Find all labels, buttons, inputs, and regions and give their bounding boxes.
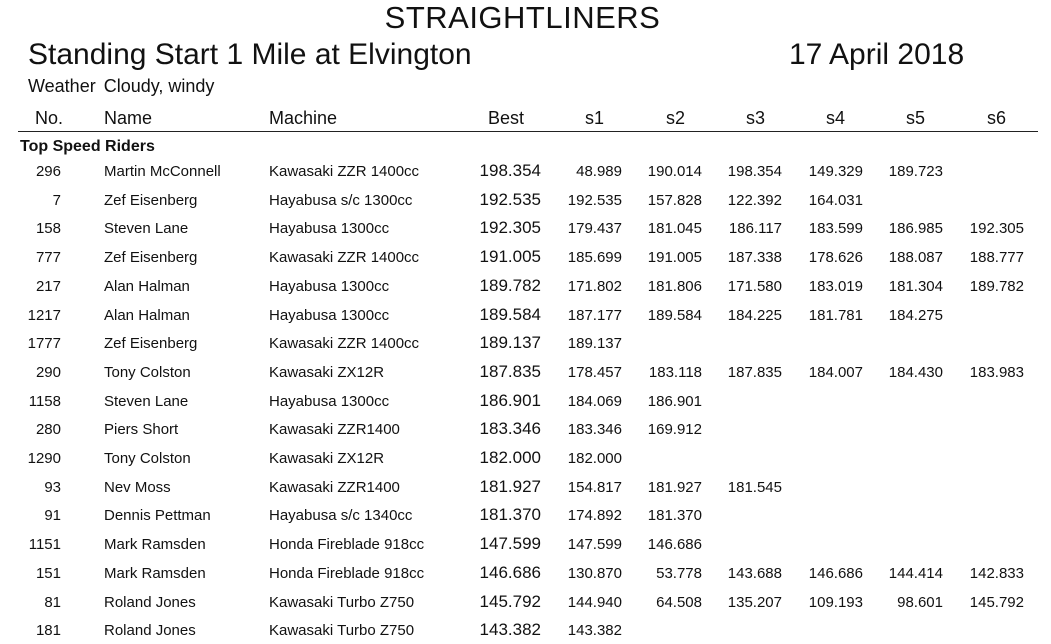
table-row xyxy=(0,157,1051,185)
cell-machine: Kawasaki ZZR 1400cc xyxy=(269,249,420,267)
cell-name: Mark Ramsden xyxy=(104,564,206,582)
section-title: Top Speed Riders xyxy=(20,138,155,155)
cell-machine: Hayabusa 1300cc xyxy=(269,277,390,295)
table-row xyxy=(0,501,1051,529)
cell-s5: 98.601 xyxy=(897,593,943,611)
cell-no: 280 xyxy=(35,421,61,439)
cell-s3: 198.354 xyxy=(727,163,782,180)
cell-machine: Hayabusa s/c 1340cc xyxy=(269,507,413,525)
cell-s1: 174.892 xyxy=(567,507,622,525)
cell-name: Zef Eisenberg xyxy=(104,249,198,267)
cell-best: 143.382 xyxy=(479,620,541,640)
cell-s3: 184.225 xyxy=(727,306,782,324)
table-row xyxy=(0,588,1051,616)
table-row xyxy=(0,186,1051,214)
table-row xyxy=(0,301,1051,329)
cell-s2: 169.912 xyxy=(647,421,702,439)
cell-no: 217 xyxy=(35,277,61,295)
cell-s2: 181.927 xyxy=(647,478,702,496)
cell-s1: 182.000 xyxy=(567,450,622,467)
cell-s3: 135.207 xyxy=(727,593,782,611)
table-row xyxy=(0,358,1051,386)
event-date: 17 April 2018 xyxy=(789,38,965,71)
cell-s4: 146.686 xyxy=(808,564,863,582)
cell-s1: 179.437 xyxy=(567,220,622,238)
cell-s5: 186.985 xyxy=(888,220,943,238)
cell-s2: 189.584 xyxy=(647,306,702,324)
table-row xyxy=(0,387,1051,415)
cell-s2: 146.686 xyxy=(647,536,702,554)
cell-machine: Kawasaki ZZR1400 xyxy=(269,478,400,496)
cell-no: 290 xyxy=(35,363,61,381)
cell-s4: 178.626 xyxy=(808,249,863,267)
cell-s5: 184.275 xyxy=(888,306,943,324)
table-row xyxy=(0,473,1051,501)
cell-name: Dennis Pettman xyxy=(104,507,211,525)
cell-s4: 149.329 xyxy=(808,163,863,180)
cell-name: Martin McConnell xyxy=(104,163,221,180)
column-header-s1: s1 xyxy=(584,108,604,128)
cell-s5: 188.087 xyxy=(888,249,943,267)
cell-s1: 154.817 xyxy=(567,478,622,496)
table-row xyxy=(0,214,1051,242)
cell-name: Piers Short xyxy=(104,421,179,439)
event-title: Standing Start 1 Mile at Elvington xyxy=(28,38,472,71)
weather-line xyxy=(28,76,214,97)
cell-s2: 181.045 xyxy=(647,220,702,238)
weather-value: Cloudy, windy xyxy=(103,76,215,96)
cell-machine: Hayabusa 1300cc xyxy=(269,392,390,410)
cell-no: 777 xyxy=(35,249,61,267)
column-header-name: Name xyxy=(104,108,153,128)
cell-s5: 144.414 xyxy=(888,564,943,582)
cell-s2: 191.005 xyxy=(647,249,702,267)
cell-best: 189.584 xyxy=(479,304,541,324)
cell-best: 182.000 xyxy=(479,448,541,467)
cell-machine: Kawasaki Turbo Z750 xyxy=(269,622,415,640)
cell-s3: 122.392 xyxy=(727,191,782,209)
cell-name: Mark Ramsden xyxy=(104,536,206,554)
cell-no: 158 xyxy=(35,220,61,238)
cell-s2: 64.508 xyxy=(656,593,702,611)
cell-s2: 181.806 xyxy=(647,277,702,295)
column-header-s5: s5 xyxy=(905,108,925,128)
cell-s4: 184.007 xyxy=(808,363,863,381)
cell-no: 296 xyxy=(35,163,61,180)
cell-s3: 187.338 xyxy=(727,249,782,267)
table-row xyxy=(0,272,1051,300)
table-row xyxy=(0,559,1051,587)
weather-label: Weather xyxy=(28,76,96,96)
cell-no: 1158 xyxy=(28,392,61,410)
cell-name: Steven Lane xyxy=(104,220,189,238)
cell-name: Roland Jones xyxy=(104,593,196,611)
cell-name: Alan Halman xyxy=(104,277,190,295)
table-row xyxy=(0,530,1051,558)
cell-best: 192.305 xyxy=(479,218,541,238)
cell-s2: 183.118 xyxy=(648,363,702,381)
cell-name: Zef Eisenberg xyxy=(104,191,198,209)
cell-s1: 130.870 xyxy=(567,564,622,582)
cell-s1: 171.802 xyxy=(567,277,622,295)
page-title: STRAIGHTLINERS xyxy=(384,0,661,35)
cell-s1: 178.457 xyxy=(567,363,622,381)
cell-machine: Hayabusa 1300cc xyxy=(269,306,390,324)
cell-s1: 189.137 xyxy=(567,335,622,353)
cell-name: Zef Eisenberg xyxy=(104,335,198,353)
cell-s1: 48.989 xyxy=(576,163,622,180)
cell-machine: Honda Fireblade 918cc xyxy=(269,536,425,554)
cell-no: 151 xyxy=(35,564,61,582)
cell-name: Tony Colston xyxy=(104,363,191,381)
cell-no: 7 xyxy=(52,191,61,209)
cell-s1: 144.940 xyxy=(567,593,622,611)
cell-machine: Hayabusa 1300cc xyxy=(269,220,390,238)
column-header-no: No. xyxy=(35,108,64,128)
cell-s2: 53.778 xyxy=(656,564,702,582)
cell-s6: 189.782 xyxy=(969,277,1024,295)
cell-s4: 181.781 xyxy=(808,306,863,324)
cell-no: 181 xyxy=(35,622,61,640)
table-row xyxy=(0,243,1051,271)
cell-s2: 157.828 xyxy=(647,191,702,209)
cell-s4: 164.031 xyxy=(808,191,863,209)
table-row xyxy=(0,616,1051,644)
cell-best: 189.782 xyxy=(479,275,541,295)
cell-s2: 186.901 xyxy=(647,392,702,410)
cell-name: Roland Jones xyxy=(104,622,196,640)
cell-machine: Kawasaki Turbo Z750 xyxy=(269,593,415,611)
cell-best: 181.370 xyxy=(479,505,541,525)
cell-best: 147.599 xyxy=(479,534,541,554)
cell-best: 192.535 xyxy=(479,189,541,209)
cell-s1: 185.699 xyxy=(567,249,622,267)
cell-best: 186.901 xyxy=(479,390,541,410)
column-header-s3: s3 xyxy=(745,108,765,128)
cell-machine: Kawasaki ZZR 1400cc xyxy=(269,335,420,353)
cell-s4: 183.599 xyxy=(808,220,863,238)
table-row xyxy=(0,329,1051,357)
cell-machine: Kawasaki ZX12R xyxy=(269,363,385,381)
table-header xyxy=(0,106,1051,131)
cell-name: Tony Colston xyxy=(104,450,191,467)
header-divider xyxy=(18,131,1038,132)
cell-best: 146.686 xyxy=(479,562,541,582)
cell-best: 183.346 xyxy=(479,419,541,439)
cell-best: 145.792 xyxy=(479,591,541,611)
cell-s2: 181.370 xyxy=(647,507,702,525)
cell-s3: 186.117 xyxy=(728,220,782,238)
cell-s5: 189.723 xyxy=(888,163,943,180)
cell-machine: Honda Fireblade 918cc xyxy=(269,564,425,582)
cell-no: 1777 xyxy=(27,335,61,353)
cell-machine: Hayabusa s/c 1300cc xyxy=(269,191,413,209)
cell-machine: Kawasaki ZX12R xyxy=(269,450,385,467)
cell-s4: 109.193 xyxy=(808,593,863,611)
cell-name: Steven Lane xyxy=(104,392,189,410)
cell-s5: 181.304 xyxy=(888,277,943,295)
cell-s6: 183.983 xyxy=(969,363,1024,381)
cell-name: Nev Moss xyxy=(104,478,171,496)
cell-s1: 184.069 xyxy=(567,392,622,410)
cell-machine: Kawasaki ZZR1400 xyxy=(269,421,400,439)
column-header-s2: s2 xyxy=(665,108,685,128)
cell-no: 1290 xyxy=(27,450,61,467)
cell-no: 1217 xyxy=(27,306,61,324)
cell-no: 81 xyxy=(44,593,61,611)
cell-s1: 192.535 xyxy=(567,191,622,209)
column-header-best: Best xyxy=(487,108,524,128)
table-row xyxy=(0,444,1051,472)
cell-no: 1151 xyxy=(28,536,61,554)
cell-best: 191.005 xyxy=(479,247,541,267)
cell-s1: 143.382 xyxy=(567,622,622,640)
column-header-machine: Machine xyxy=(269,108,338,128)
cell-s6: 145.792 xyxy=(969,593,1024,611)
cell-s6: 188.777 xyxy=(969,249,1024,267)
cell-s3: 171.580 xyxy=(727,277,782,295)
cell-s3: 143.688 xyxy=(727,564,782,582)
cell-best: 198.354 xyxy=(479,161,541,180)
column-header-s4: s4 xyxy=(825,108,845,128)
cell-s1: 187.177 xyxy=(567,306,622,324)
cell-s2: 190.014 xyxy=(647,163,702,180)
cell-best: 189.137 xyxy=(479,333,541,353)
cell-s3: 181.545 xyxy=(727,478,782,496)
cell-s5: 184.430 xyxy=(888,363,943,381)
cell-name: Alan Halman xyxy=(104,306,190,324)
cell-best: 181.927 xyxy=(479,476,541,496)
cell-s6: 142.833 xyxy=(969,564,1024,582)
cell-no: 91 xyxy=(44,507,61,525)
cell-s4: 183.019 xyxy=(808,277,863,295)
column-header-s6: s6 xyxy=(986,108,1006,128)
cell-s1: 147.599 xyxy=(567,536,622,554)
cell-best: 187.835 xyxy=(479,361,541,381)
cell-s3: 187.835 xyxy=(727,363,782,381)
cell-s6: 192.305 xyxy=(969,220,1024,238)
cell-no: 93 xyxy=(44,478,61,496)
cell-s1: 183.346 xyxy=(567,421,622,439)
cell-machine: Kawasaki ZZR 1400cc xyxy=(269,163,420,180)
table-row xyxy=(0,415,1051,443)
